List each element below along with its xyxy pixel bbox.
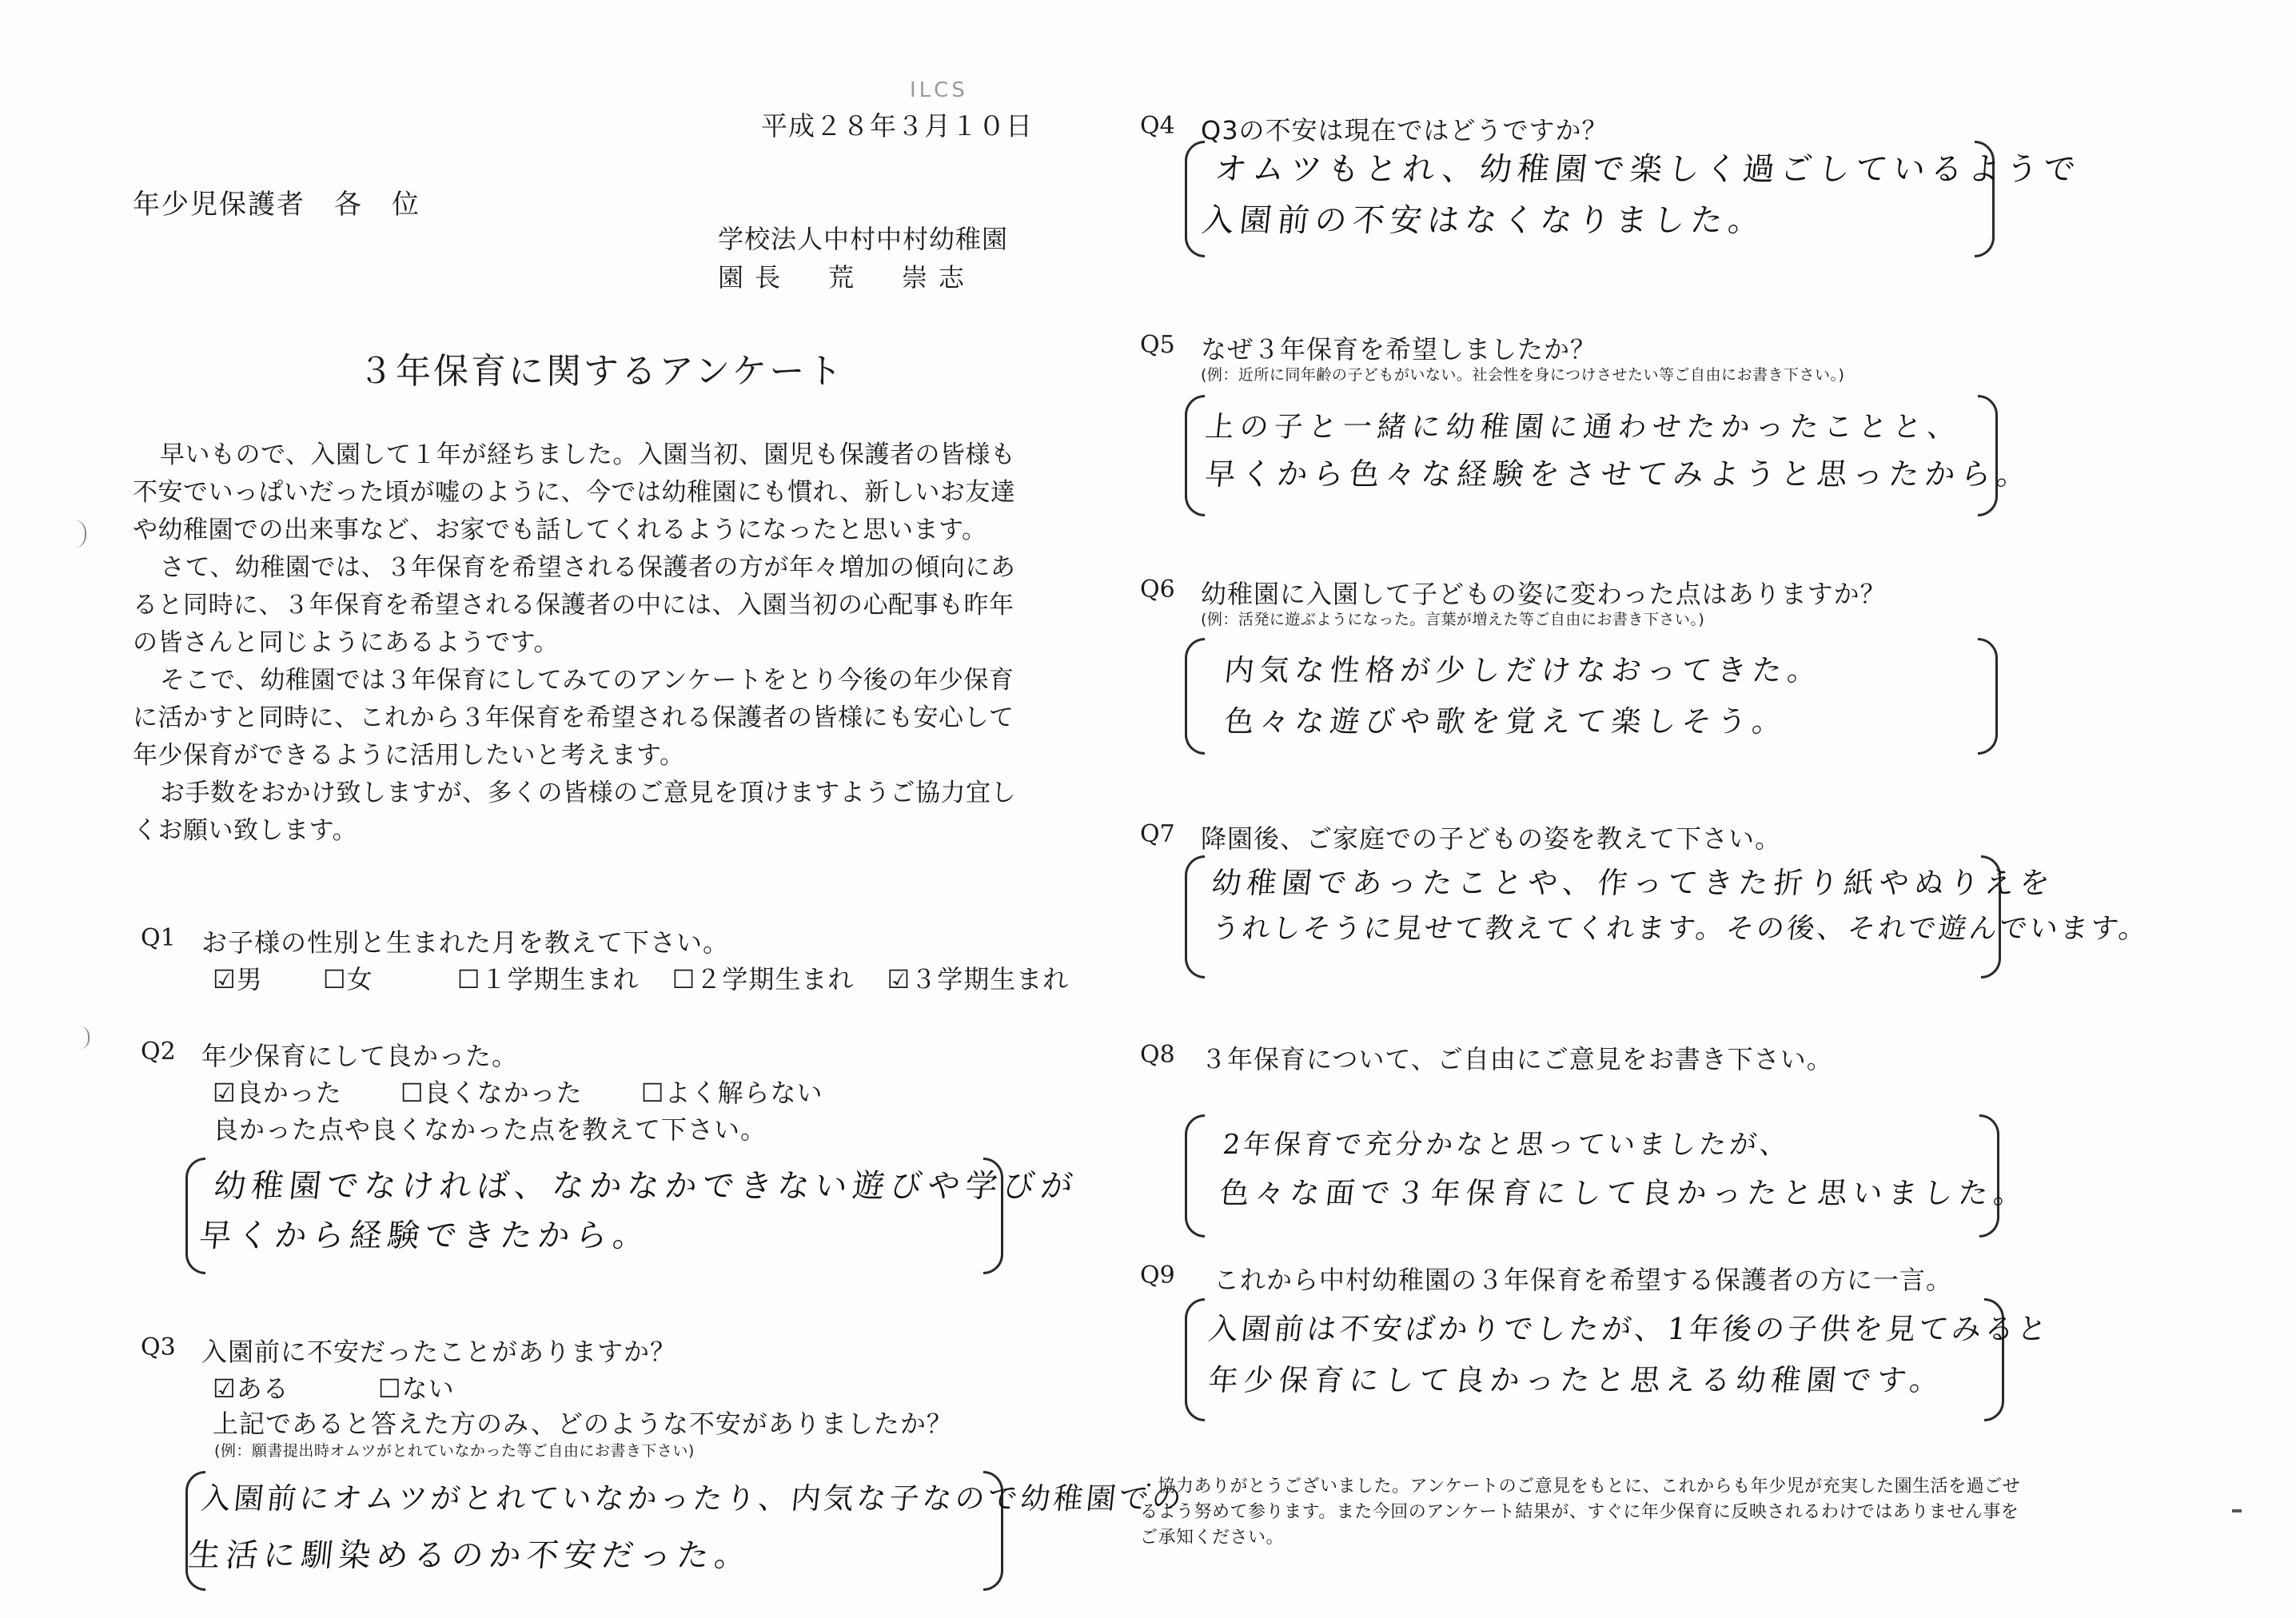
q6-answer-bracket-right bbox=[1978, 638, 1998, 755]
q7-label: Q7 bbox=[1140, 820, 1175, 848]
q6-answer-line-2: 色々な遊びや歌を覚えて楽しそう。 bbox=[1222, 704, 1789, 739]
q3-example: (例：願書提出時オムツがとれていなかった等ご自由にお書き下さい) bbox=[214, 1442, 695, 1460]
q2-option-good[interactable]: ☑良かった bbox=[213, 1078, 342, 1108]
q9-answer-line-2: 年少保育にして良かったと思える幼稚園です。 bbox=[1206, 1363, 1947, 1397]
q8-answer-bracket-left bbox=[1185, 1114, 1205, 1237]
q1-options bbox=[213, 959, 1069, 996]
q6-label: Q6 bbox=[1140, 576, 1175, 604]
q7-text: 降園後、ご家庭での子どもの姿を教えて下さい。 bbox=[1201, 823, 1782, 854]
q2-label: Q2 bbox=[141, 1038, 176, 1066]
q7-answer-bracket-left bbox=[1185, 855, 1205, 978]
q8-label: Q8 bbox=[1140, 1041, 1175, 1069]
addressee: 年少児保護者 各 位 bbox=[133, 189, 421, 221]
q3-option-no[interactable]: ☐ない bbox=[377, 1373, 455, 1404]
q5-answer-bracket-left bbox=[1185, 395, 1205, 516]
q3-answer-line-1: 入園前にオムツがとれていなかったり、内気な子なので幼稚園での bbox=[199, 1481, 1186, 1516]
stamp-mark: ILCS bbox=[910, 78, 968, 102]
q1-option-term1[interactable]: ☐１学期生まれ bbox=[456, 964, 640, 994]
q5-example: (例：近所に同年齢の子どもがいない。社会性を身につけさせたい等ご自由にお書き下さい。) bbox=[1201, 366, 1845, 384]
organization-name: 学校法人中村中村幼稚園 bbox=[718, 224, 1009, 254]
footer-note: ・協力ありがとうございました。アンケートのご意見をもとに、これからも年少児が充実した園生活を過ごせるよう努めて参ります。また今回のアンケート結果が、すぐに年少保育に反映されるわけではありません事をご承知ください。 bbox=[1140, 1477, 2021, 1548]
q6-example: (例：活発に遊ぶようになった。言葉が増えた等ご自由にお書き下さい。) bbox=[1201, 611, 1705, 628]
q5-text: なぜ３年保育を希望しましたか？ bbox=[1201, 334, 1597, 365]
punch-hole-mark bbox=[74, 520, 86, 548]
q8-answer-line-1: 2年保育で充分かなと思っていましたが、 bbox=[1221, 1129, 1792, 1161]
intro-paragraph-4: お手数をおかけ致しますが、多くの皆様のご意見を頂けますようご協力宜しくお願い致します。 bbox=[133, 779, 1016, 845]
q9-label: Q9 bbox=[1140, 1261, 1175, 1289]
q3-label: Q3 bbox=[141, 1333, 176, 1361]
q4-answer-line-1: オムツもとれ、幼稚園で楽しく過ごしているようで bbox=[1213, 151, 2083, 188]
intro-text bbox=[133, 436, 1020, 850]
q4-text: Q3の不安は現在ではどうですか？ bbox=[1201, 115, 1608, 145]
scan-speck bbox=[2232, 1509, 2242, 1512]
intro-paragraph-2: さて、幼稚園では、３年保育を希望される保護者の方が年々増加の傾向にあると同時に、３年保育を希望される保護者の中には、入園当初の心配事も昨年の皆さんと同じようにあるようです。 bbox=[133, 553, 1016, 657]
q2-option-not-good[interactable]: ☐良くなかった bbox=[400, 1078, 583, 1108]
q9-answer-line-1: 入園前は不安ばかりでしたが、1年後の子供を見てみると bbox=[1206, 1312, 2052, 1346]
intro-paragraph-3: そこで、幼稚園では３年保育にしてみてのアンケートをとり今後の年少保育に活かすと同時に、これから３年保育を希望される保護者の皆様にも安心して年少保育ができるように活用したいと考えます。 bbox=[133, 666, 1014, 770]
q4-answer-line-2: 入園前の不安はなくなりました。 bbox=[1200, 202, 1768, 239]
q3-text: 入園前に不安だったことがありますか？ bbox=[201, 1337, 677, 1367]
q6-answer-bracket-left bbox=[1185, 638, 1205, 755]
q5-answer-line-1: 上の子と一緒に幼稚園に通わせたかったことと、 bbox=[1203, 411, 1963, 444]
q5-answer-line-2: 早くから色々な経験をさせてみようと思ったから。 bbox=[1203, 456, 2035, 492]
q1-label: Q1 bbox=[141, 924, 176, 952]
q1-option-term2[interactable]: ☐２学期生まれ bbox=[672, 964, 855, 994]
q2-answer-line-1: 幼稚園でなければ、なかなかできない遊びや学びが bbox=[212, 1168, 1081, 1205]
q5-label: Q5 bbox=[1140, 331, 1175, 359]
q2-answer-line-2: 早くから経験できたから。 bbox=[197, 1217, 653, 1254]
q7-answer-line-1: 幼稚園であったことや、作ってきた折り紙やぬりえを bbox=[1210, 866, 2057, 900]
intro-paragraph-1: 早いもので、入園して１年が経ちました。入園当初、園児も保護者の皆様も不安でいっぱいだった頃が嘘のように、今では幼稚園にも慣れ、新しいお友達や幼稚園での出来事など、お家でも話してくれるようになったと思います。 bbox=[133, 440, 1016, 544]
q9-text: これから中村幼稚園の３年保育を希望する保護者の方に一言。 bbox=[1214, 1265, 1953, 1295]
q3-options bbox=[213, 1369, 455, 1405]
page-title: ３年保育に関するアンケート bbox=[358, 351, 845, 392]
principal-name: 園長 荒 崇志 bbox=[718, 262, 976, 293]
q4-label: Q4 bbox=[1140, 112, 1175, 140]
q2-option-unsure[interactable]: ☐よく解らない bbox=[640, 1078, 823, 1108]
right-column bbox=[1135, 0, 2296, 1618]
q1-option-term3[interactable]: ☑３学期生まれ bbox=[887, 964, 1070, 994]
q6-text: 幼稚園に入園して子どもの姿に変わった点はありますか？ bbox=[1201, 579, 1887, 609]
q6-answer-line-1: 内気な性格が少しだけなおってきた。 bbox=[1222, 653, 1824, 687]
q8-text: ３年保育について、ご自由にご意見をお書き下さい。 bbox=[1201, 1044, 1833, 1074]
q1-option-female[interactable]: ☐女 bbox=[322, 964, 373, 994]
q9-answer-bracket-left bbox=[1185, 1298, 1205, 1421]
q2-options bbox=[213, 1073, 823, 1110]
document-date: 平成２８年３月１０日 bbox=[761, 110, 1033, 141]
q2-subquestion: 良かった点や良くなかった点を教えて下さい。 bbox=[213, 1114, 767, 1145]
q2-text: 年少保育にして良かった。 bbox=[201, 1041, 519, 1071]
q1-option-male[interactable]: ☑男 bbox=[213, 964, 263, 994]
q3-option-yes[interactable]: ☑ある bbox=[213, 1373, 289, 1404]
q8-answer-line-2: 色々な面で３年保育にして良かったと思いました。 bbox=[1218, 1176, 2031, 1210]
q7-answer-line-2: うれしそうに見せて教えてくれます。その後、それで遊んでいます。 bbox=[1210, 913, 2151, 945]
q3-answer-line-2: 生活に馴染めるのか不安だった。 bbox=[186, 1537, 755, 1574]
punch-hole-mark bbox=[80, 1026, 90, 1049]
q1-text: お子様の性別と生まれた月を教えて下さい。 bbox=[201, 927, 730, 958]
q3-subquestion: 上記であると答えた方のみ、どのような不安がありましたか？ bbox=[213, 1409, 953, 1439]
